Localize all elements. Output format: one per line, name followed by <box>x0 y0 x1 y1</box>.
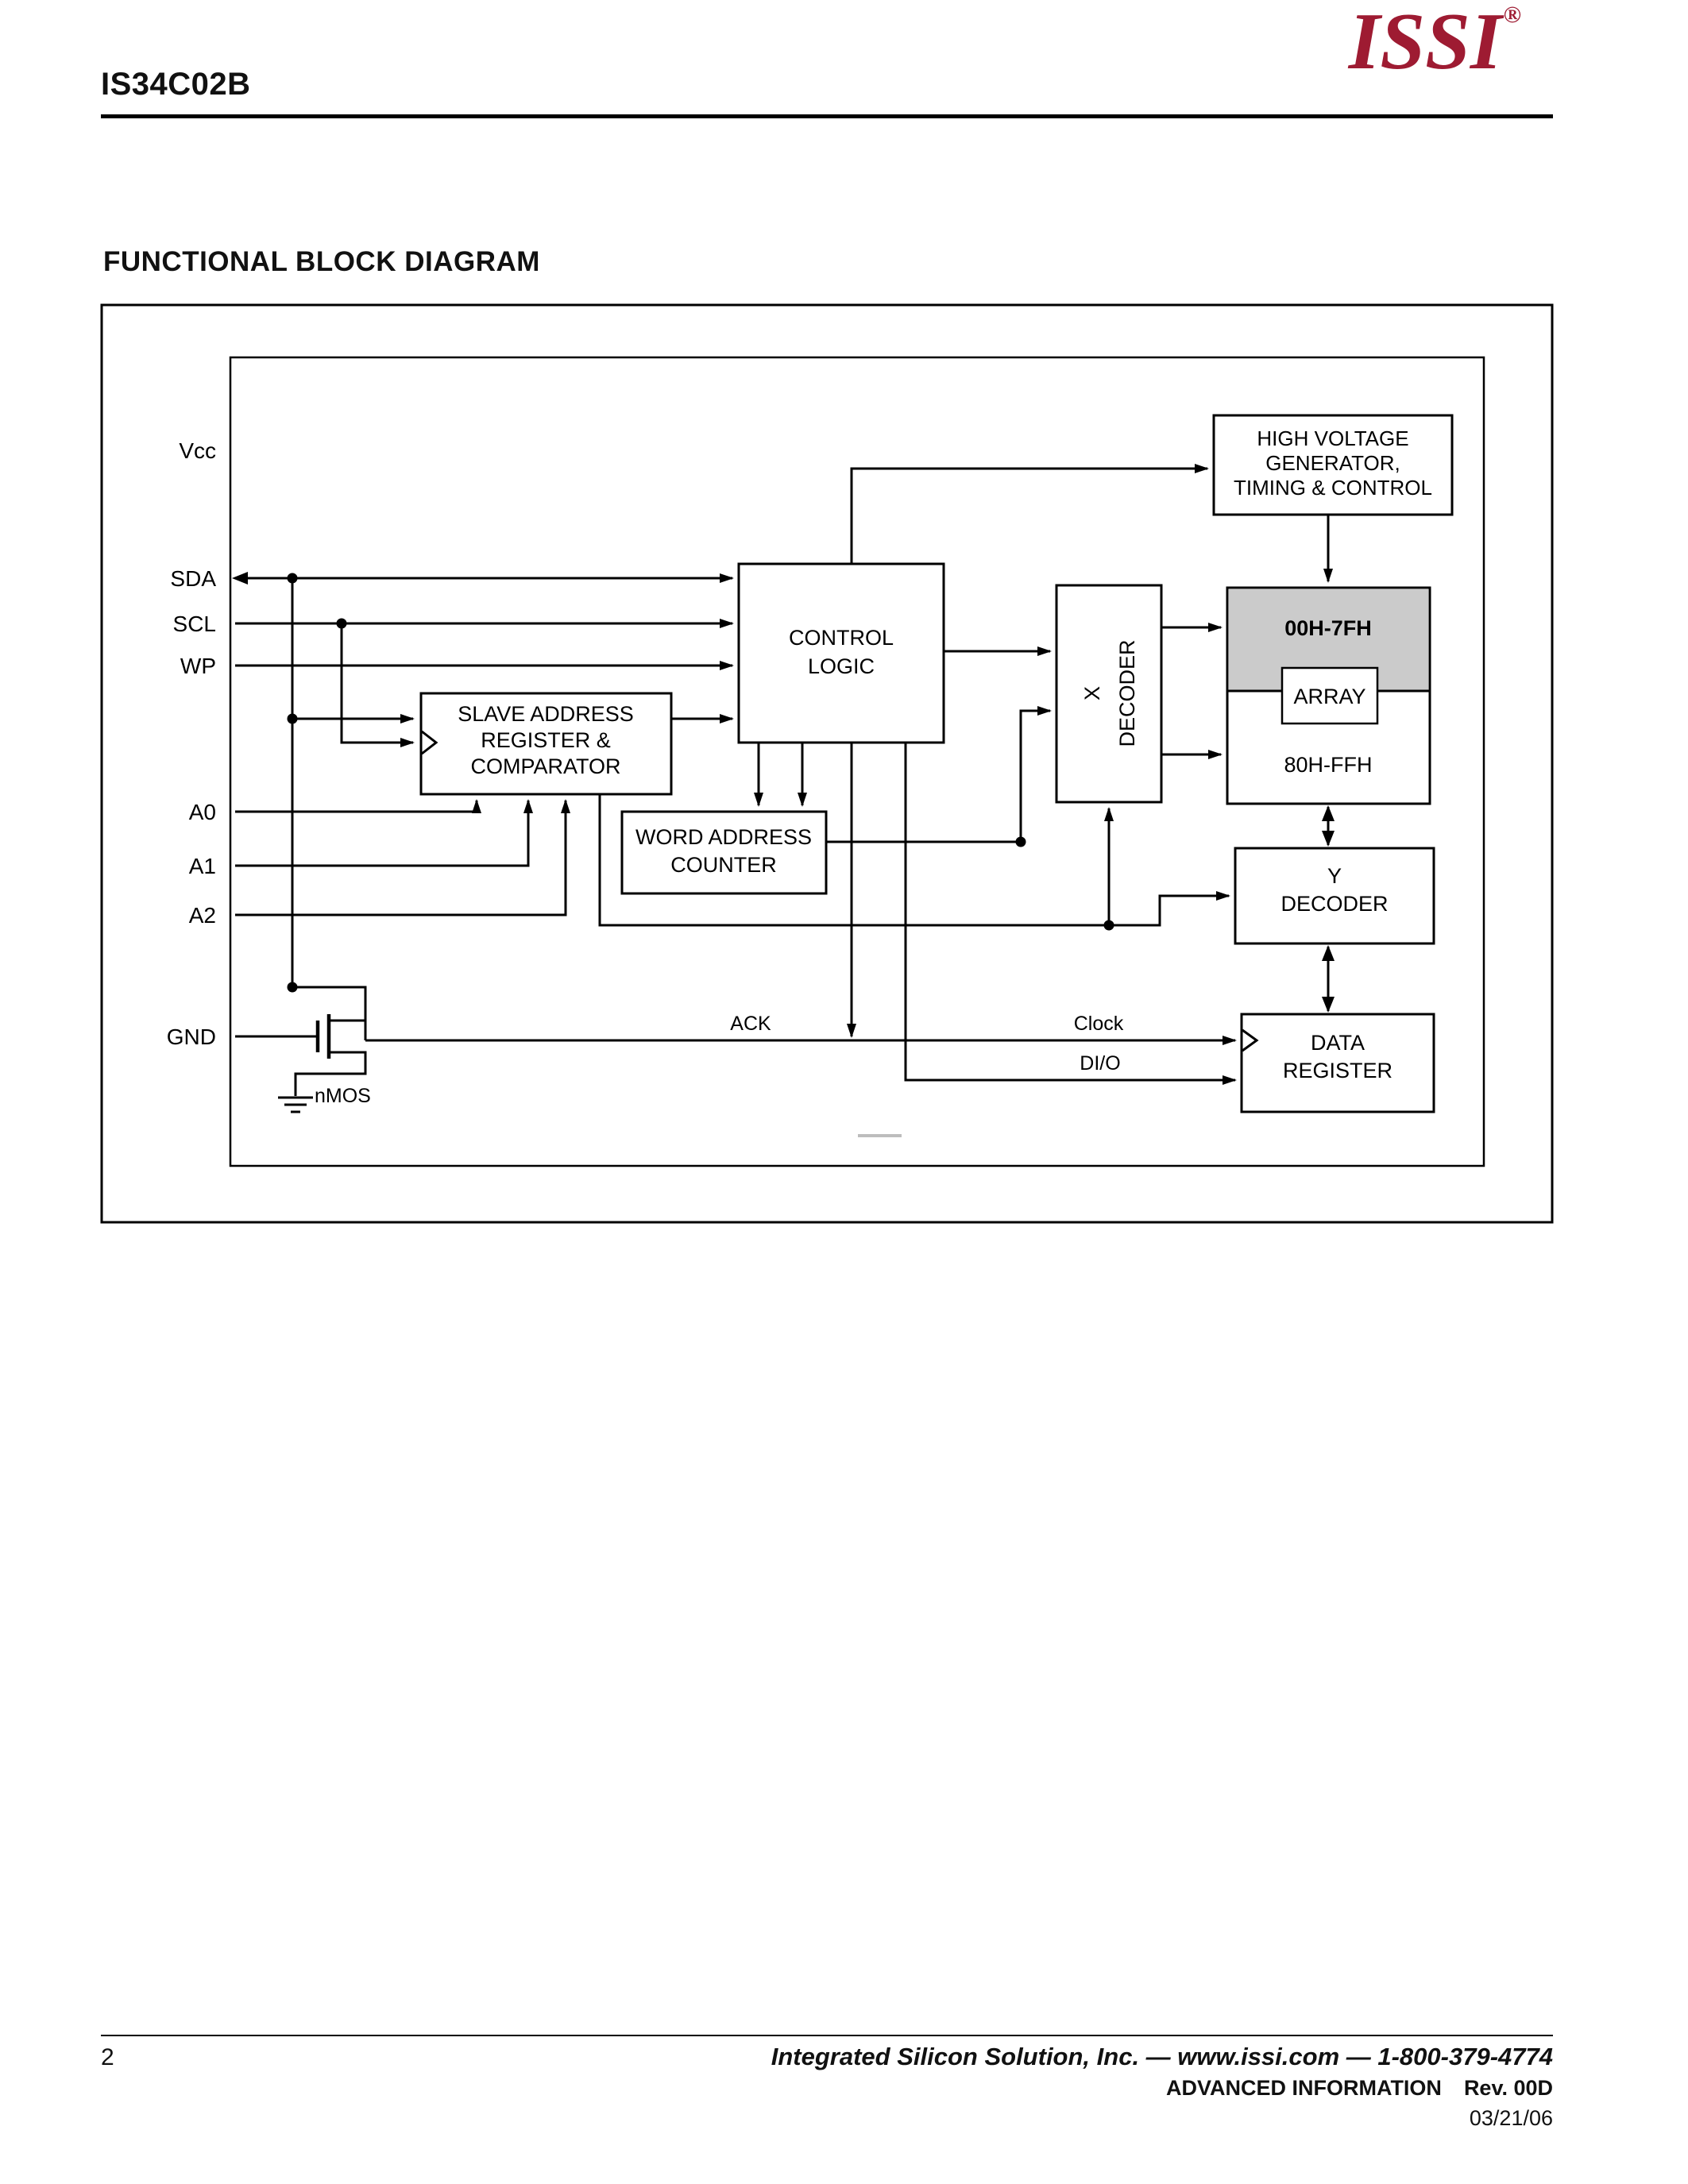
dio-label: DI/O <box>1080 1052 1121 1075</box>
advanced-info-row <box>1166 2076 1553 2101</box>
word-counter-line2: COUNTER <box>670 853 777 877</box>
x-decoder-box <box>1056 585 1161 802</box>
part-number: IS34C02B <box>101 67 251 102</box>
logo-text: ISSI <box>1348 0 1502 87</box>
footer-rule <box>101 2035 1553 2036</box>
block-hv-generator <box>1214 415 1452 515</box>
registered-mark-icon: ® <box>1503 2 1521 28</box>
fine-print-mark <box>858 1134 902 1137</box>
page-number: 2 <box>101 2044 114 2070</box>
hv-line2: GENERATOR, <box>1265 451 1400 475</box>
word-counter-line1: WORD ADDRESS <box>635 825 813 849</box>
pin-a0: A0 <box>188 800 216 824</box>
slave-line1: SLAVE ADDRESS <box>458 702 634 726</box>
pin-scl: SCL <box>172 612 216 636</box>
diagram-title: FUNCTIONAL BLOCK DIAGRAM <box>103 246 540 277</box>
control-logic-line2: LOGIC <box>807 654 875 678</box>
block-data-register <box>1242 1014 1434 1112</box>
block-slave-address-register <box>421 693 671 794</box>
block-x-decoder <box>1056 585 1161 802</box>
clock-label: Clock <box>1073 1013 1124 1035</box>
y-decoder-line1: Y <box>1327 864 1342 888</box>
footer-company-line: Integrated Silicon Solution, Inc. — www.issi.com — 1-800-379-4774 <box>771 2043 1553 2070</box>
pin-wp: WP <box>180 654 216 678</box>
footer-date: 03/21/06 <box>1469 2106 1553 2130</box>
array-upper-label: 00H-7FH <box>1284 616 1372 640</box>
y-decoder-line2: DECODER <box>1280 892 1389 916</box>
advanced-info-label: ADVANCED INFORMATION <box>1165 2076 1442 2100</box>
x-decoder-line2: DECODER <box>1115 639 1139 747</box>
junction-dot <box>288 714 298 724</box>
nmos-label: nMOS <box>315 1085 371 1107</box>
junction-dot <box>337 619 347 629</box>
block-y-decoder <box>1235 848 1434 943</box>
array-label: ARRAY <box>1293 685 1366 708</box>
junction-dot <box>1104 920 1114 931</box>
junction-dot <box>1016 837 1026 847</box>
ack-label: ACK <box>730 1013 771 1035</box>
slave-line2: REGISTER & <box>481 728 611 752</box>
junction-dot <box>288 573 298 584</box>
hv-line1: HIGH VOLTAGE <box>1257 426 1409 450</box>
pin-sda: SDA <box>170 566 216 591</box>
block-control-logic <box>739 564 944 743</box>
hv-line3: TIMING & CONTROL <box>1234 476 1432 500</box>
x-decoder-line1: X <box>1080 685 1104 701</box>
block-word-address-counter <box>622 812 826 893</box>
pin-a2: A2 <box>188 903 216 928</box>
data-register-line2: REGISTER <box>1282 1059 1393 1082</box>
pin-a1: A1 <box>188 854 216 878</box>
pin-vcc: Vcc <box>179 438 216 463</box>
pin-gnd: GND <box>166 1024 216 1049</box>
revision-label: Rev. 00D <box>1463 2076 1553 2100</box>
control-logic-box <box>739 564 944 743</box>
data-register-line1: DATA <box>1310 1031 1365 1055</box>
control-logic-line1: CONTROL <box>788 626 894 650</box>
slave-line3: COMPARATOR <box>470 754 621 778</box>
block-memory-array <box>1227 588 1430 804</box>
array-lower-label: 80H-FFH <box>1284 753 1373 777</box>
junction-dot <box>288 982 298 993</box>
